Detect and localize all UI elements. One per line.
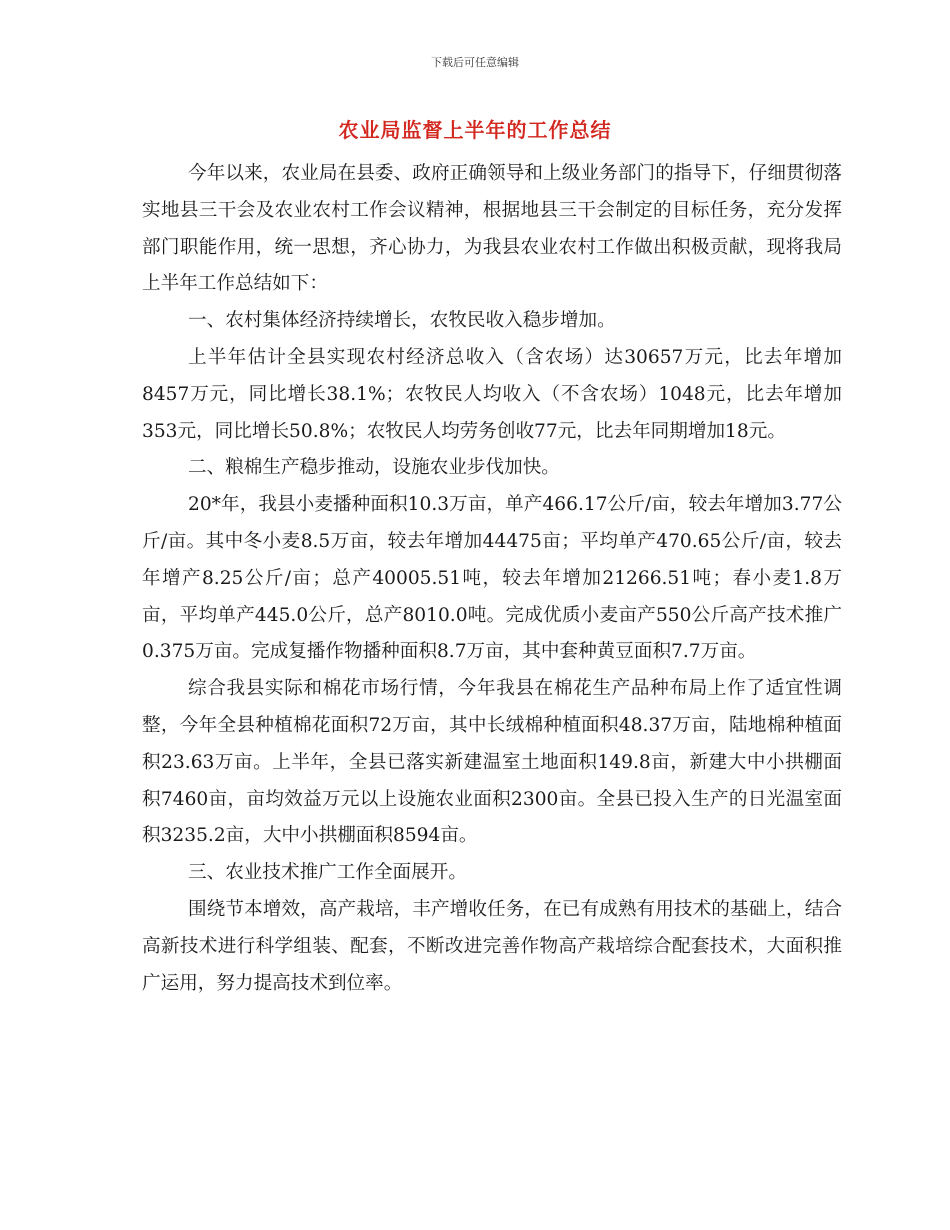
section-heading-2: 二、粮棉生产稳步推动，设施农业步伐加快。 — [188, 457, 560, 479]
paragraph-tech: 围绕节本增效，高产栽培，丰产增收任务，在已有成熟有用技术的基础上，结合高新技术进行科学组装、配套，不断改进完善作物高产栽培综合配套技术，大面积推广运用，努力提高技术到位率。 — [142, 898, 842, 994]
paragraph-cotton: 综合我县实际和棉花市场行情，今年我县在棉花生产品种布局上作了适宜性调整，今年全县种植棉花面积72万亩，其中长绒棉种植面积48.37万亩，陆地棉种植面积23.63万亩。上半年，全县已落实新建温室土地面积149.8亩，新建大中小拱棚面积7460亩，亩均效益万元以上设施农业面积2300亩。全县已投入生产的日光温室面积3235.2亩，大中小拱棚面积8594亩。 — [142, 678, 842, 847]
paragraph-intro: 今年以来，农业局在县委、政府正确领导和上级业务部门的指导下，仔细贯彻落实地县三干会及农业农村工作会议精神，根据地县三干会制定的目标任务，充分发挥部门职能作用，统一思想，齐心协力，为我县农业农村工作做出积极贡献，现将我局上半年工作总结如下： — [142, 163, 842, 295]
section-heading-1: 一、农村集体经济持续增长，农牧民收入稳步增加。 — [188, 310, 616, 332]
section-heading-3: 三、农业技术推广工作全面展开。 — [188, 862, 467, 884]
document-title: 农业局监督上半年的工作总结 — [338, 118, 612, 142]
document-body — [142, 156, 842, 1002]
paragraph-income: 上半年估计全县实现农村经济总收入（含农场）达30657万元，比去年增加8457万元，同比增长38.1%；农牧民人均收入（不含农场）1048元，比去年增加353元，同比增长50.8%；农牧民人均劳务创收77元，比去年同期增加18元。 — [142, 346, 842, 442]
paragraph-wheat: 20*年，我县小麦播种面积10.3万亩，单产466.17公斤/亩，较去年增加3.77公斤/亩。其中冬小麦8.5万亩，较去年增加44475亩；平均单产470.65公斤/亩，较去年增产8.25公斤/亩；总产40005.51吨，较去年增加21266.51吨；春小麦1.8万亩，平均单产445.0公斤，总产8010.0吨。完成优质小麦亩产550公斤高产技术推广0.375万亩。完成复播作物播种面积8.7万亩，其中套种黄豆面积7.7万亩。 — [142, 494, 842, 663]
header-note: 下载后可任意编辑 — [431, 56, 519, 69]
